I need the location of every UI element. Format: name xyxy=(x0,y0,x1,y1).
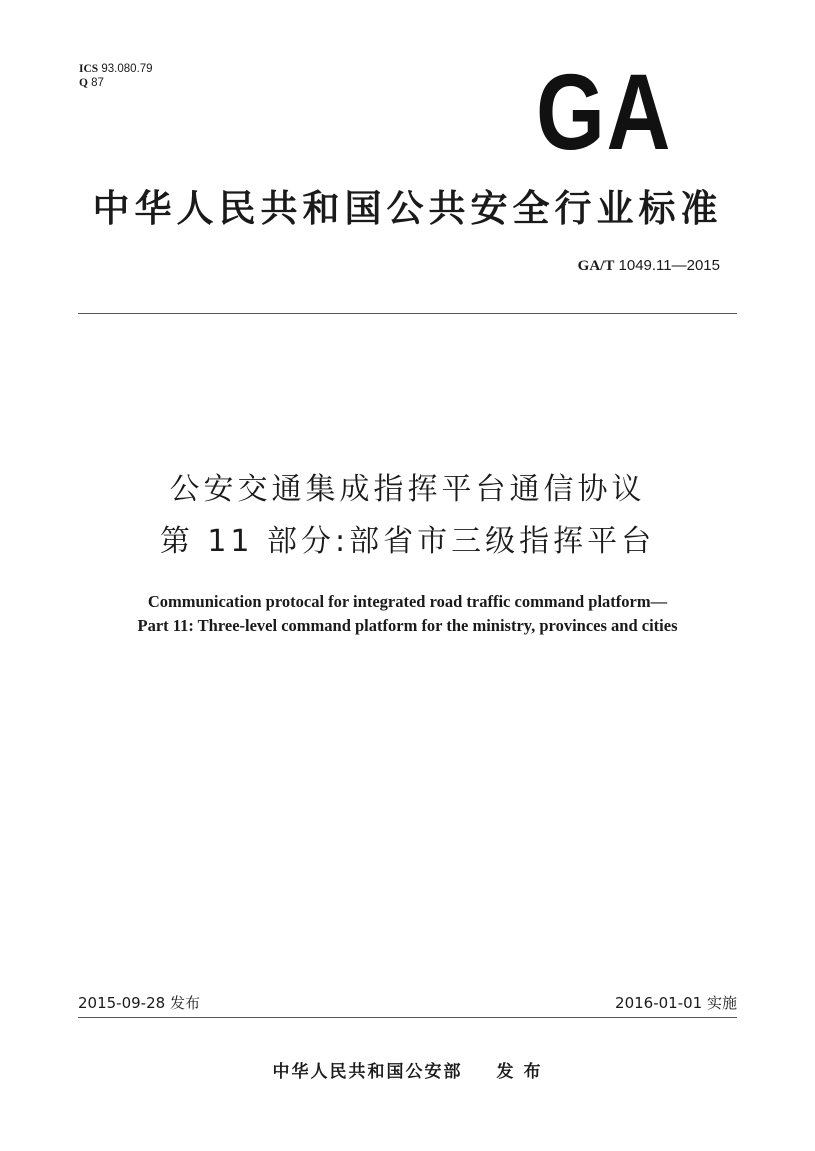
standard-number: GA/T 1049.11—2015 xyxy=(577,257,720,274)
q-code: Q 87 xyxy=(79,77,104,89)
ics-code: ICS 93.080.79 xyxy=(79,63,153,75)
title-zh-line2: 第 11 部分:部省市三级指挥平台 xyxy=(159,524,656,559)
implement-date: 2016-01-01 实施 xyxy=(615,994,737,1012)
issuer-action: 发 布 xyxy=(496,1062,543,1082)
publish-date: 2015-09-28 发布 xyxy=(78,994,200,1012)
ga-logo: GA xyxy=(536,51,673,172)
title-zh-line1: 公安交通集成指挥平台通信协议 xyxy=(169,472,646,507)
header-divider xyxy=(78,313,737,314)
classification-block xyxy=(79,62,153,90)
title-en-line2: Part 11: Three-level command platform for the ministry, provinces and cities xyxy=(137,616,678,635)
footer-divider xyxy=(78,1017,737,1018)
title-en-line1: Communication protocal for integrated road traffic command platform— xyxy=(147,592,668,611)
issuer-name: 中华人民共和国公安部 xyxy=(272,1062,463,1082)
issuer-line xyxy=(0,1057,815,1082)
organization-title: 中华人民共和国公共安全行业标准 xyxy=(92,187,723,230)
